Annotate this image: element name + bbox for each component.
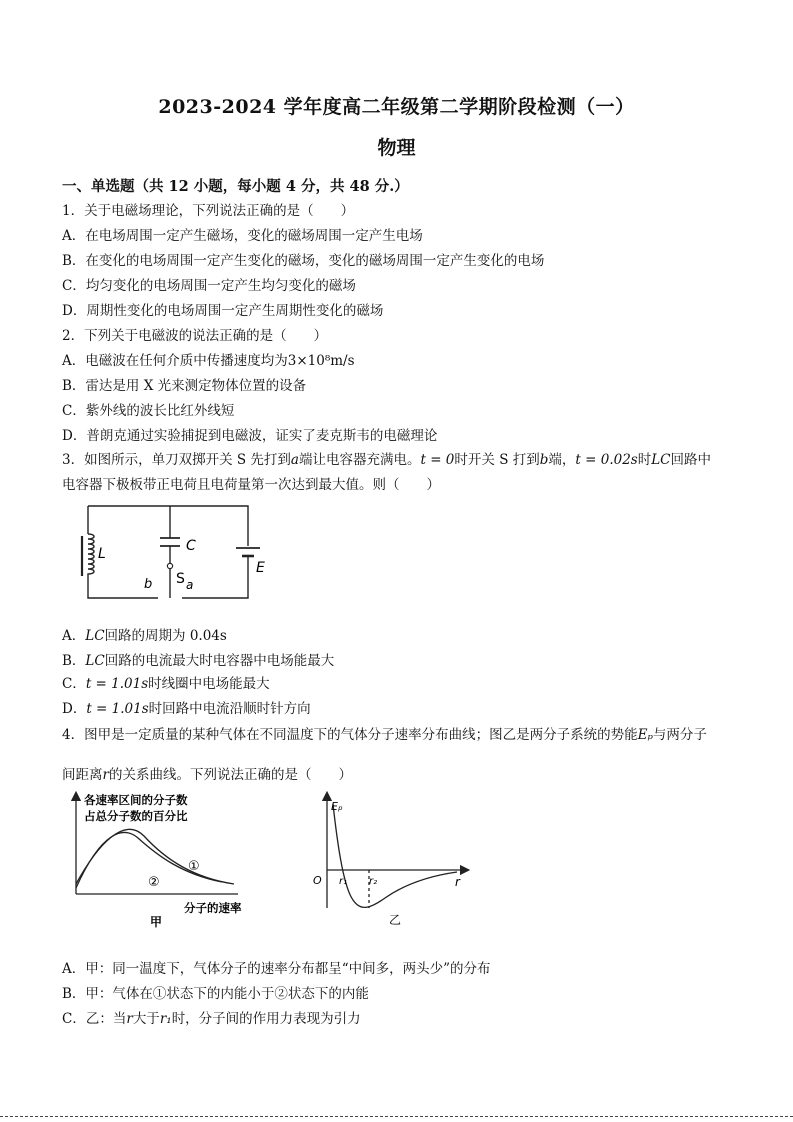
q2-option-d: D．普朗克通过实验捕捉到电磁波，证实了麦克斯韦的电磁理论 [62, 428, 438, 444]
jia-curve-1-label: ① [188, 859, 200, 874]
q3-option-c [62, 672, 270, 692]
q3-stem-part6: 回路中 [670, 452, 712, 468]
label-a: a [186, 578, 194, 592]
q4-stem-line1 [62, 723, 707, 743]
q4-option-b: B．甲：气体在①状态下的内能小于②状态下的内能 [62, 986, 369, 1002]
jia-ylabel-2: 占总分子数的百分比 [84, 809, 188, 823]
q1-option-d: D．周期性变化的电场周围一定产生周期性变化的磁场 [62, 303, 384, 319]
q3-t1: t = 0.02s [575, 452, 638, 468]
yi-r1-label: r₁ [339, 876, 348, 887]
yi-xlabel: r [455, 875, 460, 889]
figure-jia-speed-distribution [62, 790, 272, 930]
q3-option-b-lc: LC [85, 653, 105, 669]
q2-option-b: B．雷达是用 X 光来测定物体位置的设备 [62, 378, 307, 394]
q3-option-b-text: 回路的电流最大时电容器中电场能最大 [104, 653, 335, 669]
q4-option-c-r: r [126, 1011, 133, 1027]
q3-option-a-label: A． [62, 628, 86, 644]
q1-option-a: A．在电场周围一定产生磁场，变化的磁场周围一定产生电场 [62, 228, 423, 244]
q3-option-d-label: D． [62, 701, 87, 717]
yi-origin: O [313, 874, 322, 887]
q3-option-b [62, 649, 334, 669]
label-S: S [176, 571, 185, 587]
q3-option-c-text: 时线圈中电场能最大 [148, 676, 270, 692]
figure-yi-potential-energy [305, 790, 475, 930]
q4-r: r [102, 767, 109, 783]
top-wire [88, 506, 248, 546]
q2-option-c: C．紫外线的波长比红外线短 [62, 403, 235, 419]
q4-stem-part1: 4．图甲是一定质量的某种气体在不同温度下的气体分子速率分布曲线；图乙是两分子系统的势能 [62, 727, 638, 743]
yi-ylabel: Eₚ [331, 800, 343, 813]
switch-pivot [167, 563, 172, 568]
label-C: C [186, 538, 196, 554]
q4-option-c [62, 1007, 361, 1027]
q3-option-b-label: B． [62, 653, 86, 669]
lc-circuit-figure [70, 498, 280, 610]
q3-stem-part5: 时 [637, 452, 652, 468]
q3-option-c-label: C． [62, 676, 86, 692]
q3-stem-line1 [62, 448, 711, 468]
label-b: b [144, 577, 153, 592]
q3-var-b: b [539, 452, 549, 468]
jia-xlabel: 分子的速率 [184, 901, 242, 915]
q3-t0: t = 0 [420, 452, 455, 468]
q4-ep: Eₚ [637, 727, 653, 743]
q4-option-c-r1: r₁ [159, 1011, 172, 1027]
q4-stem-line2 [62, 763, 352, 783]
q4-option-c-mid: 大于 [132, 1011, 160, 1027]
inductor-coil [88, 534, 94, 578]
q3-var-a: a [290, 452, 299, 468]
q1-option-b: B．在变化的电场周围一定产生变化的磁场，变化的磁场周围一定产生变化的电场 [62, 253, 545, 269]
q4-option-c-pre: C．乙：当 [62, 1011, 127, 1027]
section-heading: 一、单选题（共 12 小题，每小题 4 分，共 48 分.） [62, 178, 409, 195]
q4-stem-line2-post: 的关系曲线。下列说法正确的是（ ） [108, 767, 352, 783]
jia-curve-2-label: ② [148, 875, 160, 890]
q3-option-d-text: 时回路中电流沿顺时针方向 [148, 701, 311, 717]
q4-stem-line2-pre: 间距离 [62, 767, 103, 783]
exam-title: 2023-2024 学年度高二年级第二学期阶段检测（一） [158, 96, 635, 118]
q3-stem-part4: 端， [548, 452, 576, 468]
q3-stem-part3: 时开关 S 打到 [454, 452, 540, 468]
yi-caption: 乙 [389, 913, 402, 927]
yi-potential-curve [333, 804, 457, 907]
q1-option-c: C．均匀变化的电场周围一定产生均匀变化的磁场 [62, 278, 356, 294]
q2-stem: 2．下列关于电磁波的说法正确的是（ ） [62, 328, 328, 344]
q3-stem-line2: 电容器下极板带正电荷且电荷量第一次达到最大值。则（ ） [62, 477, 440, 493]
speed-of-light: 3×10⁸m/s [287, 353, 355, 369]
q3-option-c-math: t = 1.01s [85, 676, 149, 692]
q3-lc: LC [651, 452, 671, 468]
jia-caption: 甲 [150, 915, 163, 929]
jia-ylabel-1: 各速率区间的分子数 [84, 793, 188, 807]
yi-r2-label: r₂ [369, 876, 378, 887]
q4-stem-part2: 与两分子 [652, 727, 707, 743]
q3-option-d [62, 697, 311, 717]
q3-option-a-text: 回路的周期为 0.04s [104, 628, 227, 644]
q3-option-d-math: t = 1.01s [86, 701, 149, 717]
q2-option-a [62, 349, 355, 369]
q3-option-a [62, 624, 227, 644]
label-L: L [98, 546, 106, 562]
q1-stem: 1．关于电磁场理论，下列说法正确的是（ ） [62, 203, 355, 219]
q4-option-c-post: 时，分子间的作用力表现为引力 [171, 1011, 361, 1027]
label-E: E [256, 560, 265, 576]
q3-stem-part2: 端让电容器充满电。 [298, 452, 421, 468]
q3-stem-part1: 3．如图所示，单刀双掷开关 S 先打到 [62, 452, 291, 468]
q3-option-a-lc: LC [85, 628, 105, 644]
q2-option-a-text: A．电磁波在任何介质中传播速度均为 [62, 353, 288, 369]
subject-title: 物理 [377, 137, 416, 159]
page-bottom-rule [0, 1116, 793, 1117]
q4-option-a: A．甲：同一温度下，气体分子的速率分布都呈“中间多，两头少”的分布 [62, 961, 491, 977]
